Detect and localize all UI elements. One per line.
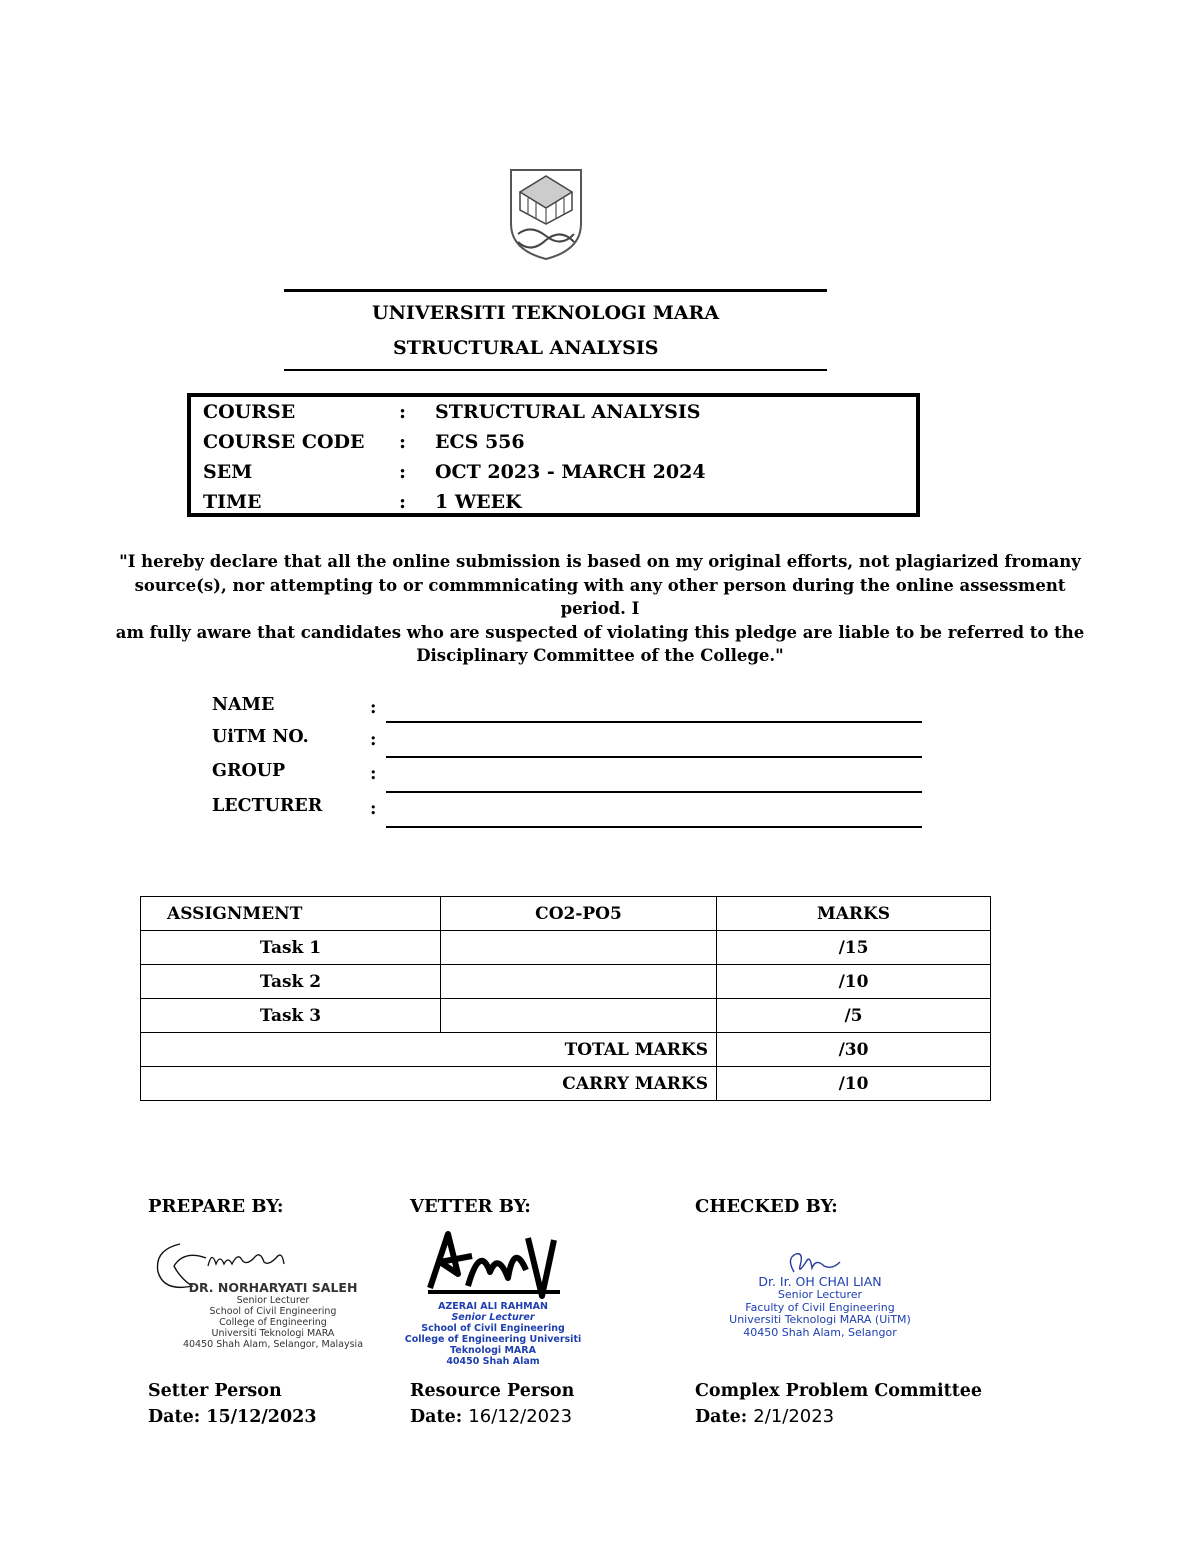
name-separator: : xyxy=(370,698,377,718)
marks-table xyxy=(140,896,991,1101)
marks-cell[interactable]: /10 xyxy=(717,965,991,999)
course-label: COURSE xyxy=(203,401,296,423)
prepare-date-label: Date: xyxy=(148,1407,201,1427)
name-field-row xyxy=(212,695,377,718)
marks-cell[interactable]: /15 xyxy=(717,931,991,965)
prepare-footer xyxy=(148,1378,317,1430)
vetter-stamp-line: School of Civil Engineering xyxy=(421,1323,565,1334)
total-marks-label: TOTAL MARKS xyxy=(141,1033,717,1067)
carry-marks-label: CARRY MARKS xyxy=(141,1067,717,1101)
checked-stamp xyxy=(720,1274,920,1339)
checked-date-label: Date: xyxy=(695,1407,748,1427)
course-code-label: COURSE CODE xyxy=(203,431,365,453)
group-input-line[interactable] xyxy=(386,791,922,793)
carry-marks-value[interactable]: /10 xyxy=(717,1067,991,1101)
vetter-stamp-name: AZERAI ALI RAHMAN xyxy=(438,1301,548,1312)
declaration-line: "I hereby declare that all the online submission is based on my original efforts, not plagiarized fromany xyxy=(119,552,1081,571)
co-cell[interactable] xyxy=(441,931,717,965)
co-cell[interactable] xyxy=(441,999,717,1033)
prepare-stamp-title: Senior Lecturer xyxy=(236,1295,310,1306)
uitm-no-field-row xyxy=(212,727,377,750)
uitm-no-input-line[interactable] xyxy=(386,756,922,758)
header-top-rule xyxy=(284,289,827,292)
checked-date-line xyxy=(695,1404,982,1430)
vetter-stamp-line: Teknologi MARA xyxy=(450,1345,536,1356)
prepare-by-heading: PREPARE BY: xyxy=(148,1196,284,1217)
vetter-signature xyxy=(424,1222,564,1302)
course-code-separator: : xyxy=(399,431,407,453)
name-label: NAME xyxy=(212,695,275,715)
group-field-row xyxy=(212,761,377,784)
prepare-role: Setter Person xyxy=(148,1381,282,1401)
time-value: 1 WEEK xyxy=(435,491,522,513)
declaration-line: Disciplinary Committee of the College." xyxy=(416,646,784,665)
prepare-stamp-line: 40450 Shah Alam, Selangor, Malaysia xyxy=(182,1339,364,1350)
header-bottom-rule xyxy=(284,369,827,371)
marks-cell[interactable]: /5 xyxy=(717,999,991,1033)
time-label: TIME xyxy=(203,491,262,513)
vetter-date-line xyxy=(410,1404,574,1430)
prepare-stamp-line: Universiti Teknologi MARA xyxy=(211,1328,335,1339)
prepare-stamp-line: School of Civil Engineering xyxy=(209,1306,337,1317)
prepare-stamp-name: DR. NORHARYATI SALEH xyxy=(188,1280,358,1295)
task-cell: Task 2 xyxy=(141,965,441,999)
uitm-no-separator: : xyxy=(370,730,377,750)
co-cell[interactable] xyxy=(441,965,717,999)
task-cell: Task 3 xyxy=(141,999,441,1033)
group-label: GROUP xyxy=(212,761,286,781)
university-name: UNIVERSITI TEKNOLOGI MARA xyxy=(372,302,720,324)
header-co-po: CO2-PO5 xyxy=(441,897,717,931)
lecturer-input-line[interactable] xyxy=(386,826,922,828)
checked-date: 2/1/2023 xyxy=(753,1406,835,1427)
vetter-role: Resource Person xyxy=(410,1381,575,1401)
course-separator: : xyxy=(399,401,407,423)
checked-stamp-title: Senior Lecturer xyxy=(777,1288,863,1301)
header-marks: MARKS xyxy=(717,897,991,931)
vetter-stamp-line: College of Engineering Universiti xyxy=(404,1334,582,1345)
total-marks-value[interactable]: /30 xyxy=(717,1033,991,1067)
sem-separator: : xyxy=(399,461,407,483)
lecturer-field-row xyxy=(212,796,377,819)
table-header-row xyxy=(141,897,991,931)
checked-role: Complex Problem Committee xyxy=(695,1381,983,1401)
lecturer-separator: : xyxy=(370,799,377,819)
vetter-footer xyxy=(410,1378,574,1430)
vetter-by-heading: VETTER BY: xyxy=(410,1196,531,1217)
checked-stamp-name: Dr. Ir. OH CHAI LIAN xyxy=(758,1274,882,1289)
vetter-date-label: Date: xyxy=(410,1407,463,1427)
course-code-value: ECS 556 xyxy=(435,431,525,453)
checked-by-heading: CHECKED BY: xyxy=(695,1196,838,1217)
prepare-date-line xyxy=(148,1404,317,1430)
prepare-stamp xyxy=(168,1280,378,1350)
checked-stamp-line: Universiti Teknologi MARA (UiTM) xyxy=(729,1313,911,1326)
declaration-line: source(s), nor attempting to or commmnicating with any other person during the online assessment period. I xyxy=(134,575,1066,618)
carry-row xyxy=(141,1067,991,1101)
vetter-stamp-title: Senior Lecturer xyxy=(451,1312,535,1323)
time-separator: : xyxy=(399,491,407,513)
vetter-stamp-line: 40450 Shah Alam xyxy=(446,1356,540,1367)
declaration-text xyxy=(100,550,1100,668)
name-input-line[interactable] xyxy=(386,721,922,723)
checked-stamp-line: 40450 Shah Alam, Selangor xyxy=(743,1325,897,1339)
checked-stamp-line: Faculty of Civil Engineering xyxy=(745,1300,895,1314)
table-row xyxy=(141,931,991,965)
vetter-date: 16/12/2023 xyxy=(468,1406,573,1427)
sem-value: OCT 2023 - MARCH 2024 xyxy=(435,461,706,483)
lecturer-label: LECTURER xyxy=(212,796,323,816)
declaration-line: am fully aware that candidates who are suspected of violating this pledge are liable to be referred to the xyxy=(115,622,1085,642)
prepare-date: 15/12/2023 xyxy=(206,1407,317,1427)
course-value: STRUCTURAL ANALYSIS xyxy=(435,401,701,423)
table-row xyxy=(141,999,991,1033)
total-row xyxy=(141,1033,991,1067)
checked-footer xyxy=(695,1378,982,1430)
uitm-no-label: UiTM NO. xyxy=(212,727,309,747)
prepare-stamp-line: College of Engineering xyxy=(219,1317,327,1328)
subject-title: STRUCTURAL ANALYSIS xyxy=(393,337,659,359)
sem-label: SEM xyxy=(203,461,253,483)
university-logo xyxy=(506,166,586,262)
vetter-stamp xyxy=(398,1301,588,1367)
header-assignment: ASSIGNMENT xyxy=(141,897,441,931)
task-cell: Task 1 xyxy=(141,931,441,965)
group-separator: : xyxy=(370,764,377,784)
course-info-box xyxy=(187,393,920,517)
table-row xyxy=(141,965,991,999)
